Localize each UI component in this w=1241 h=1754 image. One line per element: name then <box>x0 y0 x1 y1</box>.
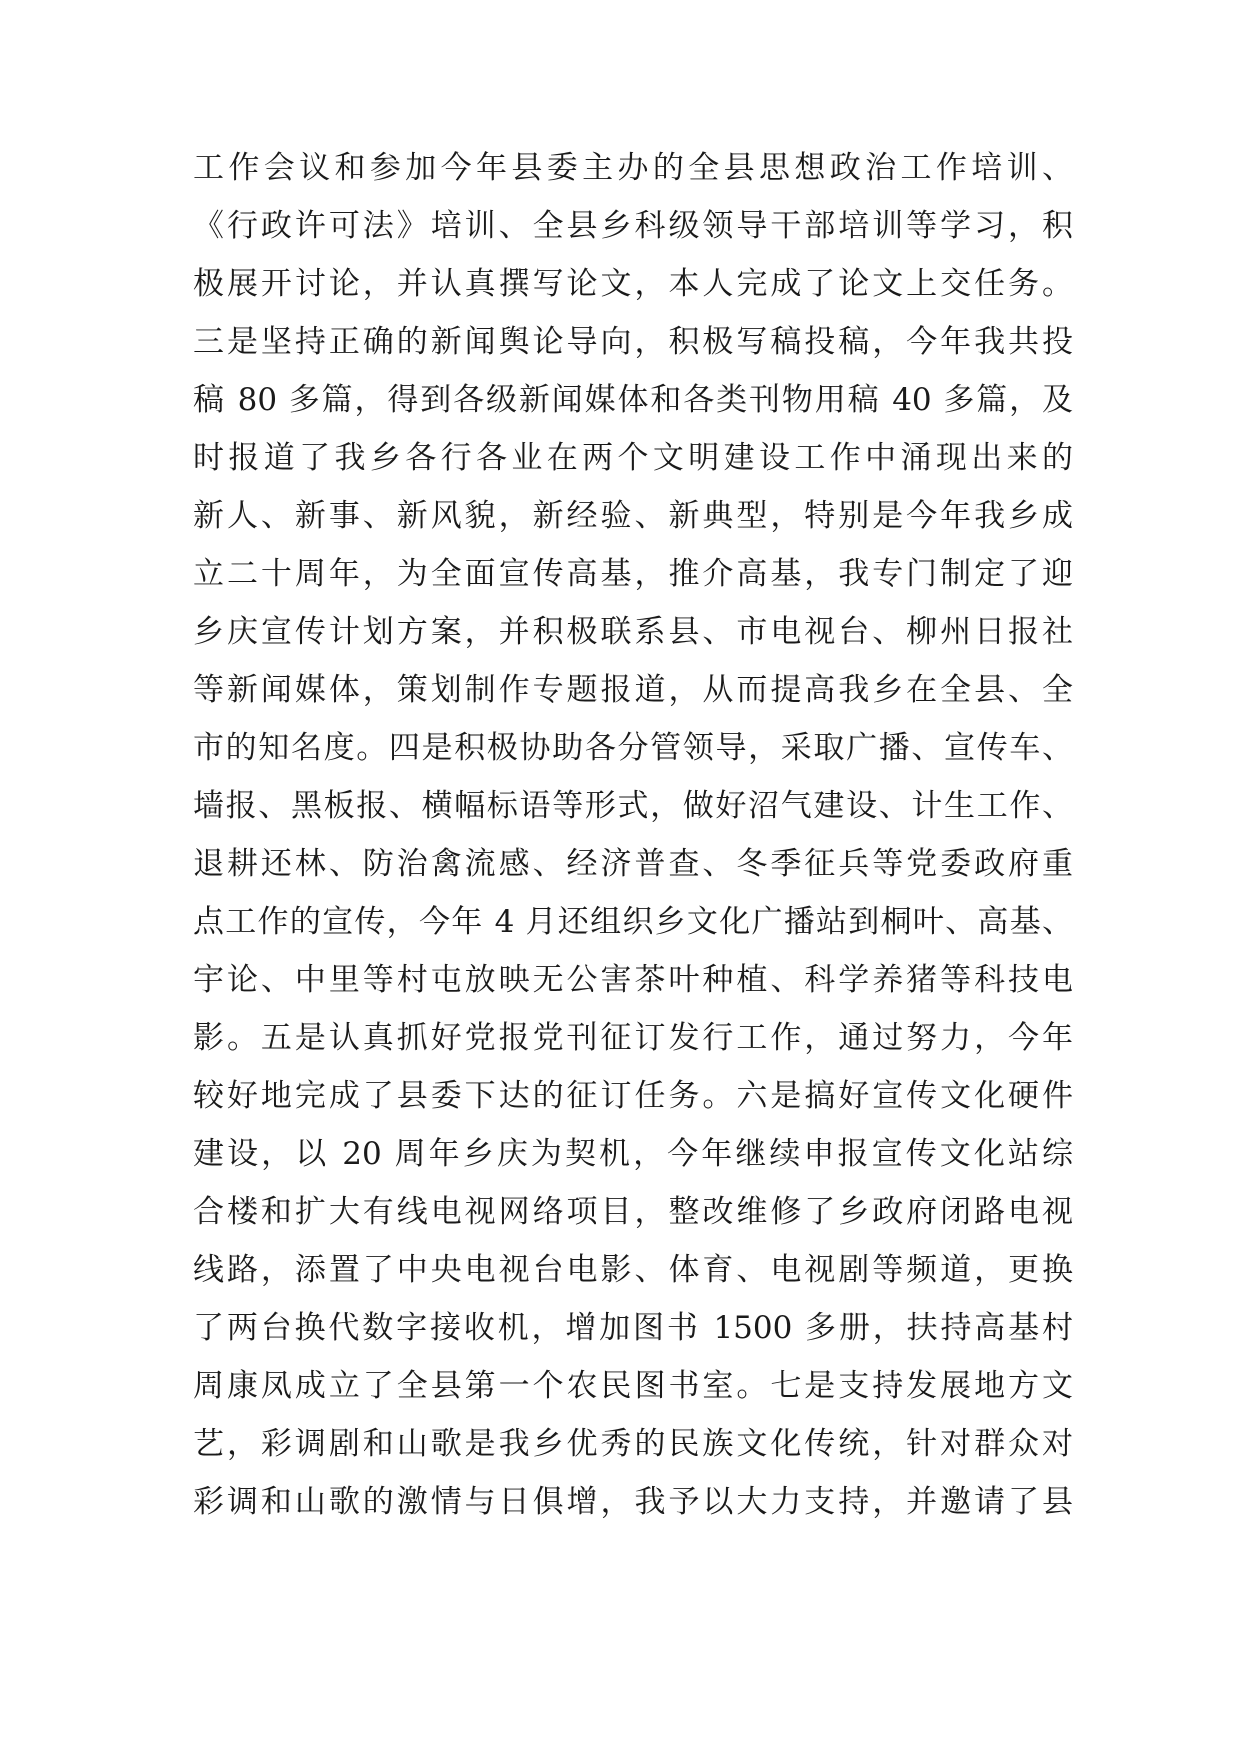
text-line: 了两台换代数字接收机，增加图书 1500 多册，扶持高基村 <box>193 1310 1073 1346</box>
text-line: 宇论、中里等村屯放映无公害茶叶种植、科学养猪等科技电 <box>193 962 1073 998</box>
text-line: 周康凤成立了全县第一个农民图书室。七是支持发展地方文 <box>193 1368 1073 1404</box>
text-line: 彩调和山歌的激情与日俱增，我予以大力支持，并邀请了县 <box>193 1484 1073 1520</box>
text-line: 合楼和扩大有线电视网络项目，整改维修了乡政府闭路电视 <box>193 1194 1073 1230</box>
text-line: 墙报、黑板报、横幅标语等形式，做好沼气建设、计生工作、 <box>193 788 1073 824</box>
text-line: 三是坚持正确的新闻舆论导向，积极写稿投稿，今年我共投 <box>193 324 1073 360</box>
text-line: 时报道了我乡各行各业在两个文明建设工作中涌现出来的 <box>193 440 1073 476</box>
text-line: 市的知名度。四是积极协助各分管领导，采取广播、宣传车、 <box>193 730 1073 766</box>
text-line: 《行政许可法》培训、全县乡科级领导干部培训等学习，积 <box>193 208 1073 244</box>
text-line: 新人、新事、新风貌，新经验、新典型，特别是今年我乡成 <box>193 498 1073 534</box>
text-line: 稿 80 多篇，得到各级新闻媒体和各类刊物用稿 40 多篇，及 <box>193 382 1073 418</box>
text-line: 工作会议和参加今年县委主办的全县思想政治工作培训、 <box>193 150 1073 186</box>
text-line: 线路，添置了中央电视台电影、体育、电视剧等频道，更换 <box>193 1252 1073 1288</box>
text-line: 影。五是认真抓好党报党刊征订发行工作，通过努力，今年 <box>193 1020 1073 1056</box>
text-line: 点工作的宣传，今年 4 月还组织乡文化广播站到桐叶、高基、 <box>193 904 1073 940</box>
text-line: 乡庆宣传计划方案，并积极联系县、市电视台、柳州日报社 <box>193 614 1073 650</box>
text-line: 较好地完成了县委下达的征订任务。六是搞好宣传文化硬件 <box>193 1078 1073 1114</box>
text-line: 等新闻媒体，策划制作专题报道，从而提高我乡在全县、全 <box>193 672 1073 708</box>
text-line: 极展开讨论，并认真撰写论文，本人完成了论文上交任务。 <box>193 266 1073 302</box>
body-text <box>193 139 1073 1531</box>
text-line: 艺，彩调剧和山歌是我乡优秀的民族文化传统，针对群众对 <box>193 1426 1073 1462</box>
text-line: 退耕还林、防治禽流感、经济普查、冬季征兵等党委政府重 <box>193 846 1073 882</box>
text-line: 立二十周年，为全面宣传高基，推介高基，我专门制定了迎 <box>193 556 1073 592</box>
text-line: 建设，以 20 周年乡庆为契机，今年继续申报宣传文化站综 <box>193 1136 1073 1172</box>
